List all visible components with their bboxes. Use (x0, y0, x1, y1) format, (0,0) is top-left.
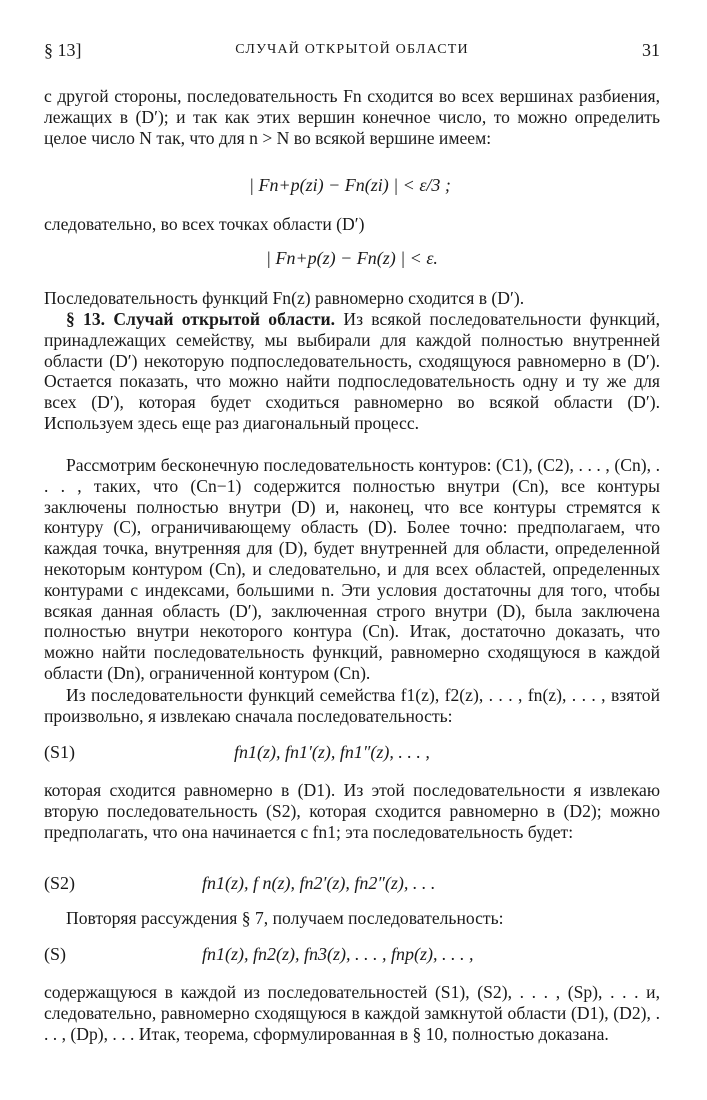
paragraph-3: Последовательность функций Fn(z) равномерно сходится в (D′). (44, 288, 525, 308)
sequence-s2-terms: fn1(z), f n(z), fn2′(z), fn2″(z), . . . (202, 873, 436, 893)
sequence-s-label: (S) (44, 944, 66, 964)
page-number: 31 (642, 40, 660, 60)
paragraph-5: Рассмотрим бесконечную последовательность контуров: (C1), (C2), . . . , (Cn), . . . , таких, что (Cn−1) содержится полностью внутри (Cn), все контуры заключены полностью внутри (D) и, наконец, что все контуры стремятся к контуру (C), ограничивающему область (D). Более точно: предполагаем, что каждая точка, внутренняя для (D), будет внутренней для области, определенной некоторым контуром (Cn), и следовательно, и для всех областей, определенных контурами с индексами, большими n. Эти условия достаточны для того, чтобы всякая данная область (D′), заключенная строго внутри (D), была заключена полностью внутри некоторого контура (Cn). Итак, достаточно доказать, что можно найти последовательность функций, равномерно сходящуюся в каждой области (Dn), ограниченной контуром (Cn). (44, 455, 660, 683)
running-header (44, 40, 660, 66)
sequence-s1-terms: fn1(z), fn1′(z), fn1″(z), . . . , (234, 742, 430, 762)
paragraph-1: с другой стороны, последовательность Fn сходится во всех вершинах разбиения, лежащих в (D′); и так как этих вершин конечное число, то можно определить целое число N так, что для n > N во всякой вершине имеем: (44, 86, 660, 148)
paragraph-8: Повторяя рассуждения § 7, получаем последовательность: (66, 908, 504, 928)
equation-2-formula: | Fn+p(z) − Fn(z) | < ε. (266, 248, 438, 268)
section-13-heading: § 13. Случай открытой области. (66, 309, 336, 329)
header-title: СЛУЧАЙ ОТКРЫТОЙ ОБЛАСТИ (235, 42, 469, 57)
paragraph-6: Из последовательности функций семейства f1(z), f2(z), . . . , fn(z), . . . , взятой произвольно, я извлекаю сначала последовательность: (44, 685, 660, 726)
paragraph-9: содержащуюся в каждой из последовательностей (S1), (S2), . . . , (Sp), . . . и, следовательно, равномерно сходящуюся в каждой замкнутой области (D1), (D2), . . . , (Dp), . . . Итак, теорема, сформулированная в § 10, полностью доказана. (44, 982, 660, 1044)
header-section-ref: § 13] (44, 40, 82, 60)
paragraph-7: которая сходится равномерно в (D1). Из этой последовательности я извлекаю вторую последовательность (S2), которая сходится равномерно в (D2); можно предполагать, что она начинается с fn1; эта последовательность будет: (44, 780, 660, 842)
equation-1-formula: | Fn+p(zi) − Fn(zi) | < ε/3 ; (249, 175, 451, 195)
sequence-s1-label: (S1) (44, 742, 75, 762)
paragraph-4-text: Из всякой последовательности функций, принадлежащих семейству, мы выбирали для каждой полностью внутренней области (D′) некоторую подпоследовательность, сходящуюся равномерно в (D′). Остается показать, что можно найти подпоследовательность одну и ту же для всех (D′), которая будет сходиться равномерно во всякой области (D′). Используем здесь еще раз диагональный процесс. (44, 309, 660, 433)
paragraph-2: следовательно, во всех точках области (D′) (44, 214, 365, 234)
sequence-s-terms: fn1(z), fn2(z), fn3(z), . . . , fnp(z), . . . , (202, 944, 474, 964)
paragraph-4 (44, 309, 660, 434)
sequence-s2-label: (S2) (44, 873, 75, 893)
